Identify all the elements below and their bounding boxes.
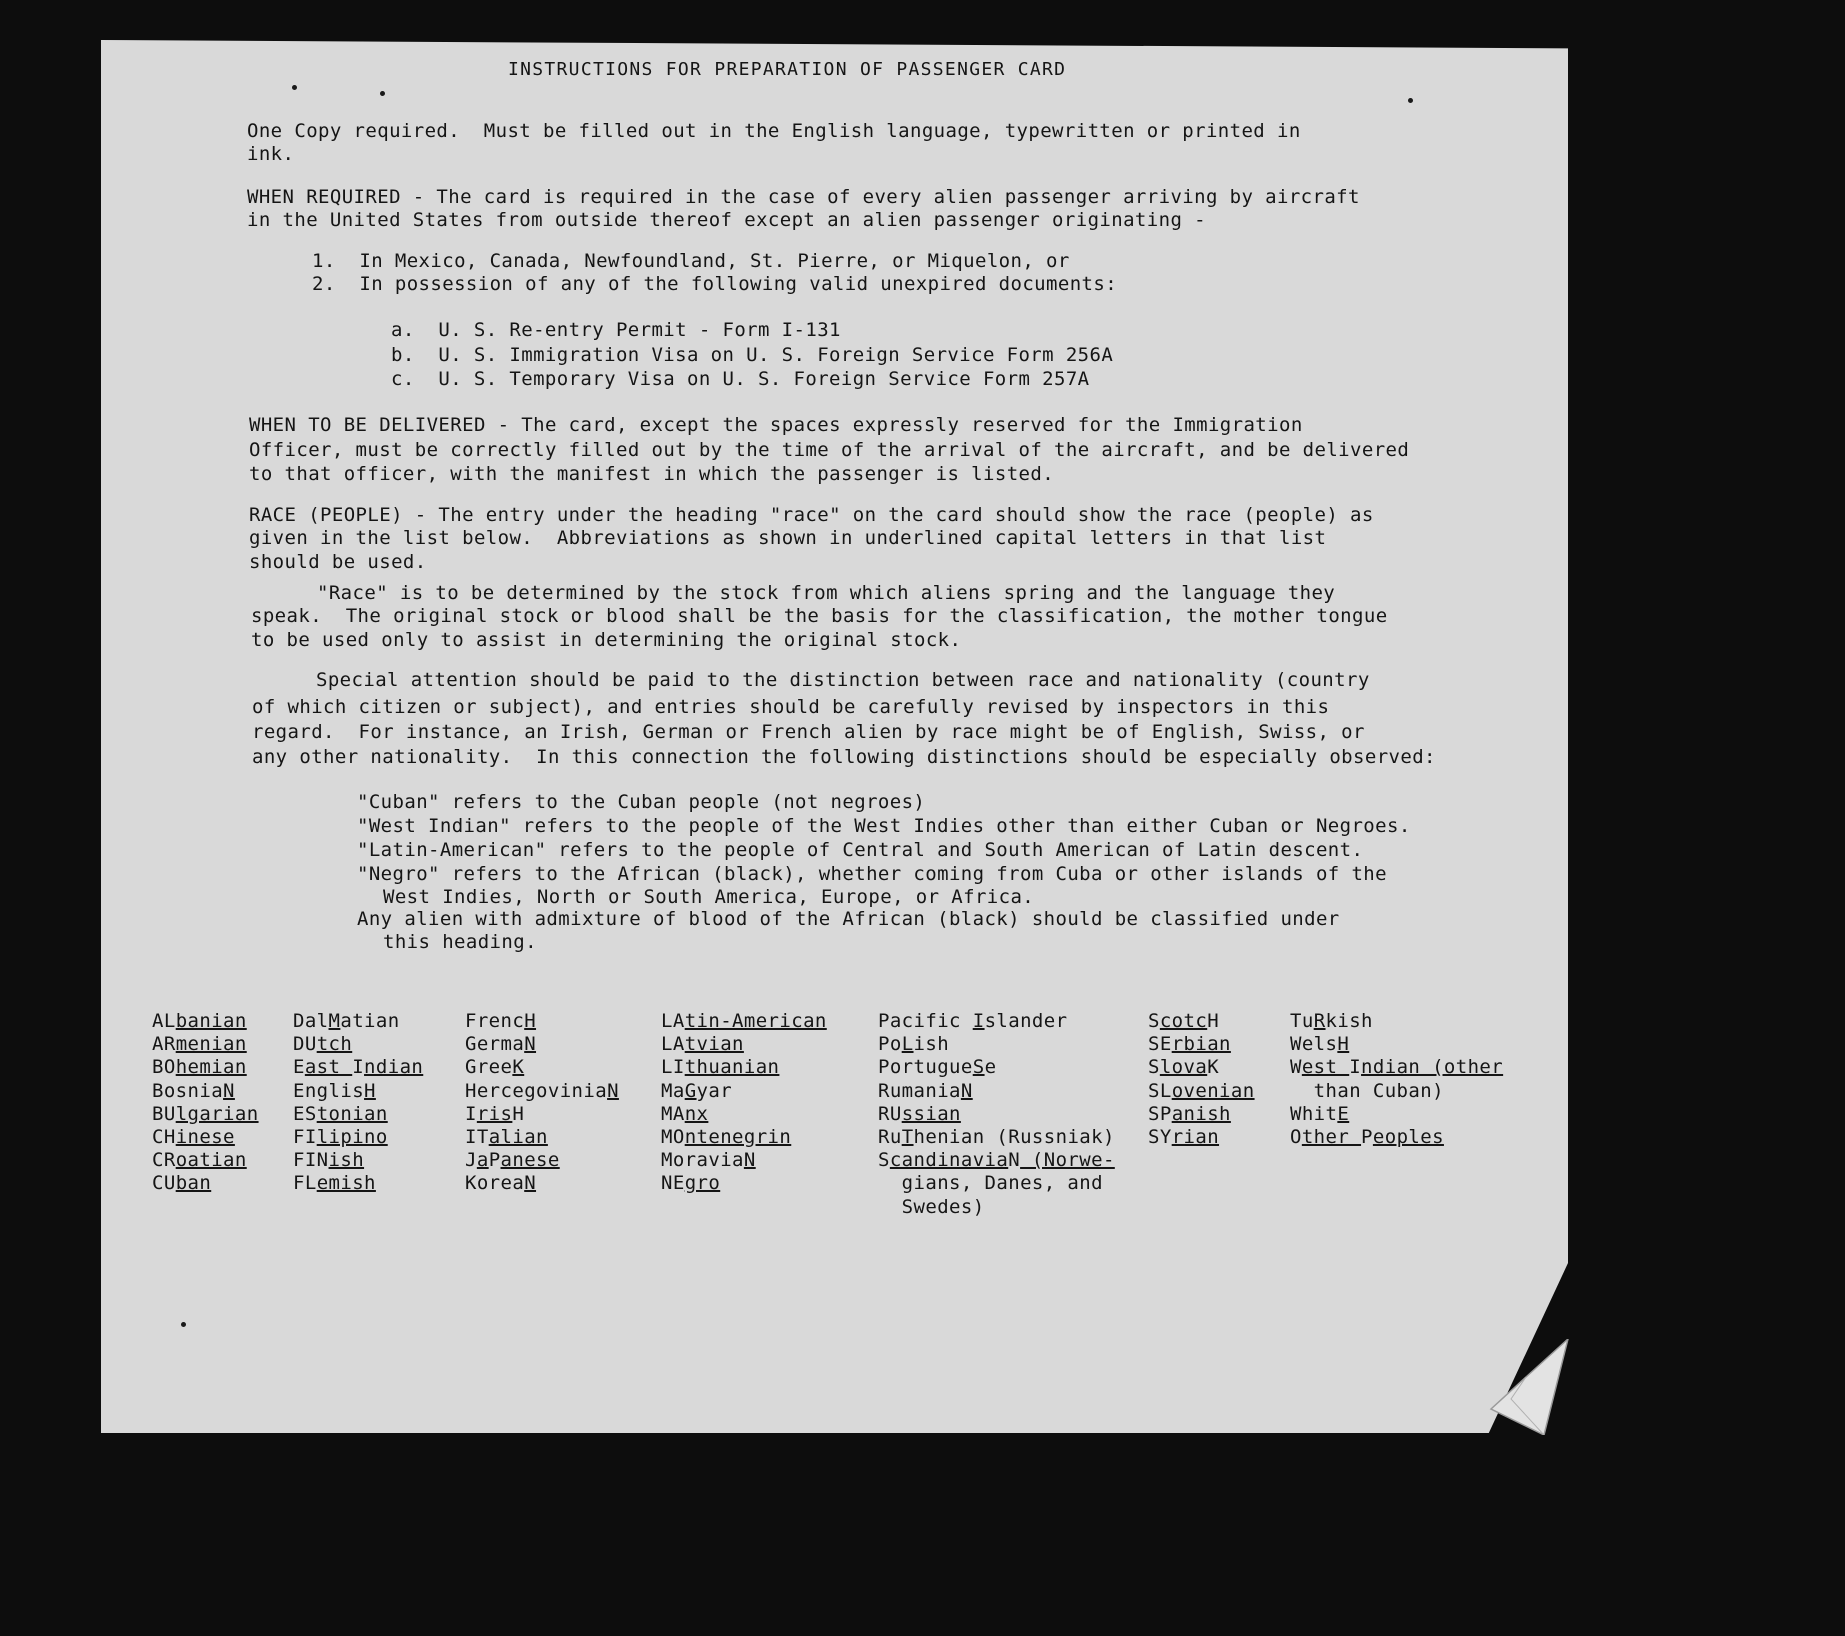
text-line: should be used. <box>249 551 427 573</box>
race-column <box>152 1010 259 1196</box>
race-entry: Pacific Islander <box>878 1010 1068 1032</box>
race-column <box>1148 1010 1255 1149</box>
text-line: this heading. <box>383 931 537 953</box>
race-entry: DalMatian <box>293 1010 400 1032</box>
race-column <box>293 1010 423 1196</box>
race-entry: FIlipino <box>293 1126 388 1149</box>
race-entry: West Indian (other <box>1290 1056 1504 1079</box>
race-entry: WelsH <box>1290 1033 1350 1056</box>
race-entry: MAnx <box>661 1102 709 1125</box>
race-entry: RUssian <box>878 1102 961 1125</box>
text-line: RACE (PEOPLE) - The entry under the heading "race" on the card should show the race (people) as <box>249 504 1374 526</box>
race-entry: IrisH <box>465 1102 525 1125</box>
text-line: any other nationality. In this connection the following distinctions should be especially observed: <box>252 746 1436 768</box>
text-line: "Negro" refers to the African (black), whether coming from Cuba or other islands of the <box>357 863 1387 885</box>
race-entry: GreeK <box>465 1056 525 1079</box>
race-entry: KoreaN <box>465 1172 537 1195</box>
text-line: "West Indian" refers to the people of the West Indies other than either Cuban or Negroes. <box>357 815 1411 837</box>
race-entry: FLemish <box>293 1172 376 1195</box>
race-entry: ITalian <box>465 1126 548 1149</box>
text-line: One Copy required. Must be filled out in the English language, typewritten or printed in <box>247 120 1301 142</box>
race-entry: SlovaK <box>1148 1056 1220 1079</box>
ink-speck <box>380 91 385 96</box>
race-entry: ScotcH <box>1148 1010 1220 1032</box>
race-entry: HercegoviniaN <box>465 1079 619 1102</box>
text-line: of which citizen or subject), and entries should be carefully revised by inspectors in this <box>252 696 1330 718</box>
text-line: West Indies, North or South America, Europe, or Africa. <box>383 886 1035 908</box>
race-column <box>1290 1010 1503 1149</box>
text-line: a. U. S. Re-entry Permit - Form I-131 <box>391 319 841 341</box>
text-line: to that officer, with the manifest in which the passenger is listed. <box>249 463 1055 485</box>
race-entry: Other Peoples <box>1290 1126 1444 1149</box>
document-title: INSTRUCTIONS FOR PREPARATION OF PASSENGER CARD <box>508 59 1067 80</box>
text-line: "Race" is to be determined by the stock from which aliens spring and the language they <box>317 582 1336 604</box>
text-line: in the United States from outside thereof except an alien passenger originating - <box>247 209 1206 231</box>
ink-speck <box>292 85 297 90</box>
race-entry: GermaN <box>465 1033 537 1056</box>
text-line: c. U. S. Temporary Visa on U. S. Foreign Service Form 257A <box>391 368 1090 390</box>
text-line: given in the list below. Abbreviations as shown in underlined capital letters in that list <box>249 527 1327 549</box>
race-entry: ScandinaviaN (Norwe- <box>878 1149 1115 1172</box>
race-entry: DUtch <box>293 1033 353 1056</box>
race-entry: MoraviaN <box>661 1149 756 1172</box>
race-entry: TuRkish <box>1290 1010 1373 1032</box>
race-entry: SYrian <box>1148 1126 1220 1149</box>
ink-speck <box>181 1322 186 1327</box>
folded-corner <box>1471 1339 1571 1435</box>
text-line: b. U. S. Immigration Visa on U. S. Foreign Service Form 256A <box>391 344 1114 366</box>
race-entry: LAtin-American <box>661 1010 827 1032</box>
race-entry: EStonian <box>293 1102 388 1125</box>
text-line: regard. For instance, an Irish, German or French alien by race might be of English, Swiss, or <box>252 721 1365 743</box>
race-entry: Swedes) <box>878 1195 985 1218</box>
text-line: WHEN REQUIRED - The card is required in the case of every alien passenger arriving by aircraft <box>247 186 1360 208</box>
race-entry: LAtvian <box>661 1033 744 1056</box>
text-line: "Cuban" refers to the Cuban people (not negroes) <box>357 791 926 813</box>
text-line: to be used only to assist in determining the original stock. <box>251 629 962 651</box>
race-entry: ALbanian <box>152 1010 247 1032</box>
text-line: ink. <box>247 143 295 165</box>
text-line: Special attention should be paid to the distinction between race and nationality (country <box>316 669 1370 691</box>
text-line: Officer, must be correctly filled out by the time of the arrival of the aircraft, and be delivered <box>249 439 1410 461</box>
race-entry: BOhemian <box>152 1056 247 1079</box>
race-entry: RumaniaN <box>878 1079 973 1102</box>
race-entry: RuThenian (Russniak) <box>878 1126 1115 1149</box>
race-column <box>661 1010 827 1196</box>
text-line: "Latin-American" refers to the people of Central and South American of Latin descent. <box>357 839 1364 861</box>
race-entry: SErbian <box>1148 1033 1231 1056</box>
race-entry: East Indian <box>293 1056 424 1079</box>
text-line: Any alien with admixture of blood of the African (black) should be classified under <box>357 908 1340 930</box>
race-entry: CHinese <box>152 1126 235 1149</box>
race-entry: FrencH <box>465 1010 537 1032</box>
race-entry: ARmenian <box>152 1033 247 1056</box>
race-entry: PoLish <box>878 1033 950 1056</box>
race-entry: FINish <box>293 1149 365 1172</box>
race-entry: EnglisH <box>293 1079 376 1102</box>
race-entry: WhitE <box>1290 1102 1350 1125</box>
text-line: 1. In Mexico, Canada, Newfoundland, St. Pierre, or Miquelon, or <box>312 250 1070 272</box>
text-line: speak. The original stock or blood shall be the basis for the classification, the mother tongue <box>251 605 1388 627</box>
race-entry: BosniaN <box>152 1079 235 1102</box>
race-entry: NEgro <box>661 1172 721 1195</box>
race-entry: MOntenegrin <box>661 1126 792 1149</box>
race-entry: JaPanese <box>465 1149 560 1172</box>
race-entry: CRoatian <box>152 1149 247 1172</box>
text-line: WHEN TO BE DELIVERED - The card, except the spaces expressly reserved for the Immigration <box>249 414 1303 436</box>
race-entry: gians, Danes, and <box>878 1172 1103 1195</box>
race-entry: MaGyar <box>661 1079 733 1102</box>
race-entry: LIthuanian <box>661 1056 780 1079</box>
race-entry: than Cuban) <box>1290 1079 1444 1102</box>
ink-speck <box>1408 98 1413 103</box>
race-column <box>465 1010 619 1196</box>
race-entry: SLovenian <box>1148 1079 1255 1102</box>
race-entry: CUban <box>152 1172 212 1195</box>
text-line: 2. In possession of any of the following valid unexpired documents: <box>312 273 1118 295</box>
race-column <box>878 1010 1115 1219</box>
race-entry: PortugueSe <box>878 1056 997 1079</box>
race-entry: SPanish <box>1148 1102 1231 1125</box>
race-entry: BUlgarian <box>152 1102 259 1125</box>
